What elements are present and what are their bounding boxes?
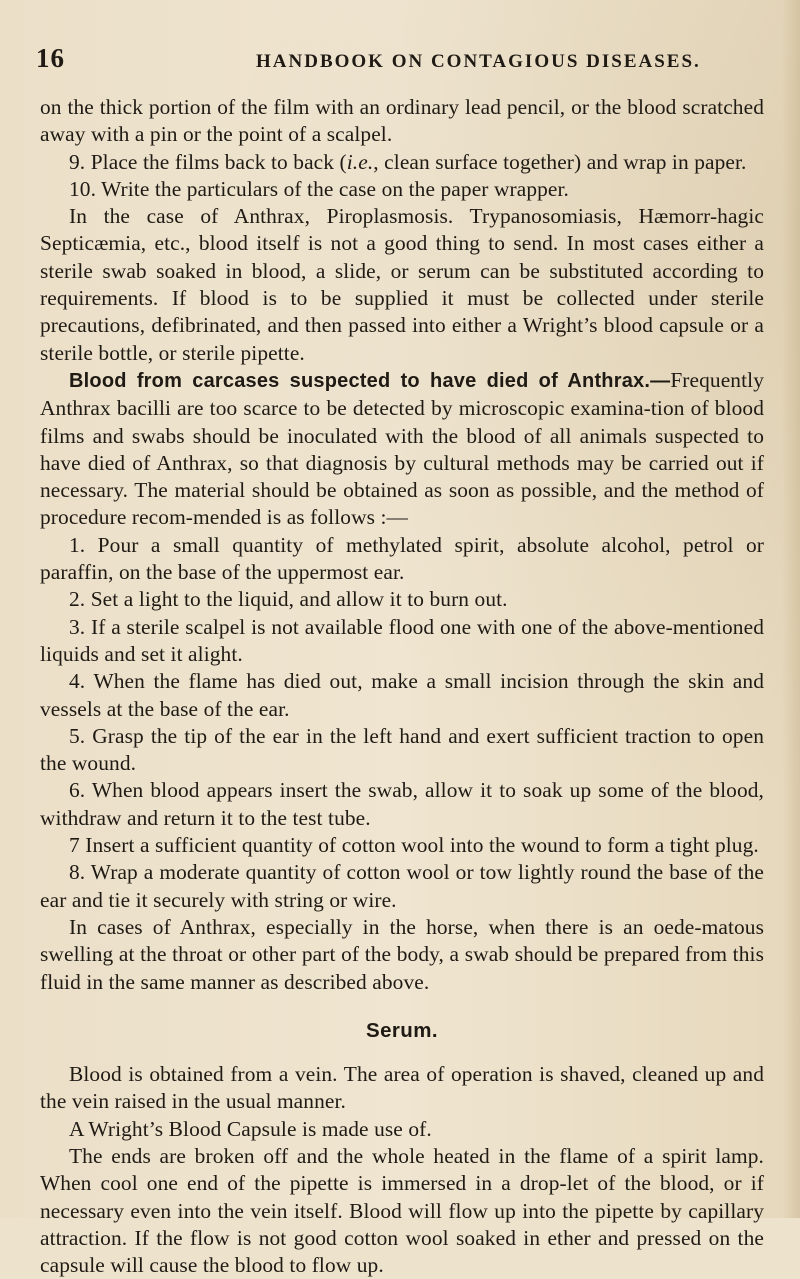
list-item-9-text-b: , clean surface together) and wrap in paper. — [373, 149, 747, 174]
procedure-step-6: 6. When blood appears insert the swab, allow it to soak up some of the blood, withdraw and return it to the test tube. — [40, 778, 764, 830]
procedure-step-7: 7 Insert a sufficient quantity of cotton wool into the wound to form a tight plug. — [69, 833, 759, 858]
running-title: HANDBOOK ON CONTAGIOUS DISEASES. — [256, 51, 701, 72]
page-body — [40, 94, 764, 1279]
serum-heading: Serum. — [366, 1018, 438, 1042]
paragraph-oedema: In cases of Anthrax, especially in the horse, when there is an oede-matous swelling at the throat or other part of the body, a swab should be prepared from this fluid in the same manner as described above. — [40, 914, 764, 994]
procedure-step-4: 4. When the flame has died out, make a small incision through the skin and vessels at the base of the ear. — [40, 669, 764, 721]
list-item-9-abbrev: i.e. — [346, 149, 374, 174]
serum-paragraph-3: The ends are broken off and the whole heated in the flame of a spirit lamp. When cool one end of the pipette is immersed in a drop-let of the blood, or if necessary even into the vein itself. Blood will flow up into the pipette by capillary attraction. If the flow is not good cotton wool soaked in ether and pressed on the capsule will cause the blood to flow up. — [40, 1143, 764, 1278]
page-header — [36, 43, 776, 75]
paragraph-carcases — [40, 367, 764, 532]
page-number: 16 — [36, 43, 65, 73]
procedure-step-5: 5. Grasp the tip of the ear in the left hand and exert sufficient traction to open the wound. — [40, 723, 764, 776]
serum-paragraph-1: Blood is obtained from a vein. The area of operation is shaved, cleaned up and the vein raised in the usual manner. — [40, 1062, 764, 1114]
serum-paragraph-2: A Wright’s Blood Capsule is made use of. — [69, 1116, 432, 1141]
procedure-step-2: 2. Set a light to the liquid, and allow it to burn out. — [69, 587, 508, 612]
paragraph-anthrax-blood: In the case of Anthrax, Piroplasmosis. Trypanosomiasis, Hæmorr-hagic Septicæmia, etc., blood itself is not a good thing to send. In most cases either a sterile swab soaked in blood, a slide, or serum can be substituted according to requirements. If blood is to be supplied it must be collected under sterile precautions, defibrinated, and then passed into either a Wright’s blood capsule or a sterile bottle, or sterile pipette. — [40, 204, 764, 365]
procedure-step-8: 8. Wrap a moderate quantity of cotton wool or tow lightly round the base of the ear and tie it securely with string or wire. — [40, 860, 764, 912]
list-item-9 — [40, 149, 764, 176]
list-item-10: 10. Write the particulars of the case on the paper wrapper. — [69, 176, 569, 201]
paragraph-continuation: on the thick portion of the film with an ordinary lead pencil, or the blood scratched away with a pin or the point of a scalpel. — [40, 95, 764, 147]
procedure-step-1: 1. Pour a small quantity of methylated spirit, absolute alcohol, petrol or paraffin, on the base of the uppermost ear. — [40, 532, 764, 585]
carcases-heading: Blood from carcases suspected to have died of Anthrax.— — [69, 369, 671, 392]
carcases-text: Frequently Anthrax bacilli are too scarce to be detected by microscopic examina-tion of blood films and swabs should be inoculated with the blood of all animals suspected to have died of Anthrax, so that diagnosis by cultural methods may be carried out if necessary. The material should be obtained as soon as possible, and the method of procedure recom-mended is as follows :— — [40, 367, 764, 530]
list-item-9-text-a: 9. Place the films back to back ( — [69, 149, 347, 174]
procedure-step-3: 3. If a sterile scalpel is not available flood one with one of the above-mentioned liquids and set it alight. — [40, 614, 764, 666]
